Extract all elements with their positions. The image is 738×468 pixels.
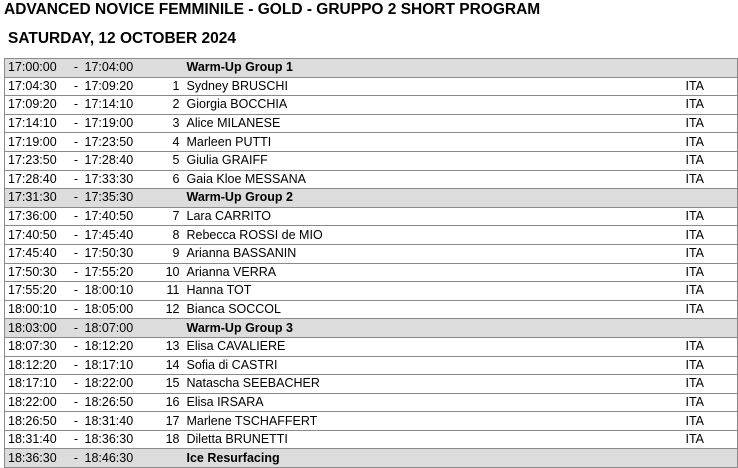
time-separator: - <box>68 77 85 96</box>
start-time: 18:26:50 <box>5 412 68 431</box>
start-time: 17:36:00 <box>5 207 68 226</box>
time-separator: - <box>68 356 85 375</box>
skater-name: Ice Resurfacing <box>187 449 686 468</box>
start-number: 3 <box>143 114 187 133</box>
time-separator: - <box>68 170 85 189</box>
start-number: 7 <box>143 207 187 226</box>
time-separator: - <box>68 96 85 115</box>
time-separator: - <box>68 151 85 170</box>
nation: ITA <box>686 263 738 282</box>
end-time: 18:46:30 <box>85 449 143 468</box>
start-number <box>143 189 187 208</box>
start-number: 17 <box>143 412 187 431</box>
time-separator: - <box>68 449 85 468</box>
start-number <box>143 59 187 78</box>
skater-name: Arianna BASSANIN <box>187 244 686 263</box>
start-time: 17:28:40 <box>5 170 68 189</box>
skater-name: Sofia di CASTRI <box>187 356 686 375</box>
nation: ITA <box>686 430 738 449</box>
nation <box>686 449 738 468</box>
table-row <box>5 77 738 96</box>
group-row <box>5 319 738 338</box>
table-row <box>5 263 738 282</box>
end-time: 17:28:40 <box>85 151 143 170</box>
nation: ITA <box>686 356 738 375</box>
time-separator: - <box>68 244 85 263</box>
nation: ITA <box>686 207 738 226</box>
time-separator: - <box>68 263 85 282</box>
group-row <box>5 189 738 208</box>
nation: ITA <box>686 170 738 189</box>
skater-name: Hanna TOT <box>187 282 686 301</box>
table-row <box>5 226 738 245</box>
table-row <box>5 96 738 115</box>
nation: ITA <box>686 226 738 245</box>
end-time: 18:26:50 <box>85 393 143 412</box>
start-number: 8 <box>143 226 187 245</box>
table-row <box>5 151 738 170</box>
table-row <box>5 430 738 449</box>
start-number: 10 <box>143 263 187 282</box>
start-time: 18:03:00 <box>5 319 68 338</box>
end-time: 17:35:30 <box>85 189 143 208</box>
start-time: 18:00:10 <box>5 300 68 319</box>
table-row <box>5 207 738 226</box>
time-separator: - <box>68 226 85 245</box>
skater-name: Sydney BRUSCHI <box>187 77 686 96</box>
skater-name: Bianca SOCCOL <box>187 300 686 319</box>
start-number: 11 <box>143 282 187 301</box>
start-number <box>143 319 187 338</box>
start-number: 5 <box>143 151 187 170</box>
table-row <box>5 375 738 394</box>
table-row <box>5 133 738 152</box>
end-time: 17:55:20 <box>85 263 143 282</box>
skater-name: Elisa CAVALIERE <box>187 337 686 356</box>
start-number: 16 <box>143 393 187 412</box>
end-time: 18:17:10 <box>85 356 143 375</box>
schedule-table <box>4 58 738 468</box>
start-number: 15 <box>143 375 187 394</box>
end-time: 17:04:00 <box>85 59 143 78</box>
start-time: 17:09:20 <box>5 96 68 115</box>
start-number: 13 <box>143 337 187 356</box>
event-date: SATURDAY, 12 OCTOBER 2024 <box>8 30 236 47</box>
start-time: 17:40:50 <box>5 226 68 245</box>
skater-name: Lara CARRITO <box>187 207 686 226</box>
end-time: 18:22:00 <box>85 375 143 394</box>
time-separator: - <box>68 337 85 356</box>
start-time: 17:19:00 <box>5 133 68 152</box>
end-time: 17:19:00 <box>85 114 143 133</box>
time-separator: - <box>68 375 85 394</box>
start-number: 1 <box>143 77 187 96</box>
end-time: 17:33:30 <box>85 170 143 189</box>
start-time: 18:22:00 <box>5 393 68 412</box>
skater-name: Elisa IRSARA <box>187 393 686 412</box>
start-number: 6 <box>143 170 187 189</box>
start-time: 17:45:40 <box>5 244 68 263</box>
time-separator: - <box>68 59 85 78</box>
time-separator: - <box>68 430 85 449</box>
end-time: 18:36:30 <box>85 430 143 449</box>
nation: ITA <box>686 77 738 96</box>
nation: ITA <box>686 337 738 356</box>
start-time: 17:23:50 <box>5 151 68 170</box>
end-time: 17:09:20 <box>85 77 143 96</box>
table-row <box>5 412 738 431</box>
schedule-body <box>5 59 738 468</box>
table-row <box>5 393 738 412</box>
end-time: 18:31:40 <box>85 412 143 431</box>
time-separator: - <box>68 282 85 301</box>
time-separator: - <box>68 114 85 133</box>
table-row <box>5 337 738 356</box>
time-separator: - <box>68 207 85 226</box>
end-time: 18:05:00 <box>85 300 143 319</box>
skater-name: Warm-Up Group 1 <box>187 59 686 78</box>
end-time: 17:50:30 <box>85 244 143 263</box>
start-number: 12 <box>143 300 187 319</box>
start-time: 17:31:30 <box>5 189 68 208</box>
skater-name: Diletta BRUNETTI <box>187 430 686 449</box>
start-number <box>143 449 187 468</box>
skater-name: Arianna VERRA <box>187 263 686 282</box>
skater-name: Marleen PUTTI <box>187 133 686 152</box>
end-time: 17:23:50 <box>85 133 143 152</box>
nation: ITA <box>686 151 738 170</box>
skater-name: Gaia Kloe MESSANA <box>187 170 686 189</box>
skater-name: Natascha SEEBACHER <box>187 375 686 394</box>
end-time: 17:14:10 <box>85 96 143 115</box>
nation <box>686 319 738 338</box>
end-time: 17:40:50 <box>85 207 143 226</box>
skater-name: Giorgia BOCCHIA <box>187 96 686 115</box>
start-time: 18:31:40 <box>5 430 68 449</box>
time-separator: - <box>68 393 85 412</box>
start-time: 17:04:30 <box>5 77 68 96</box>
nation: ITA <box>686 412 738 431</box>
nation: ITA <box>686 375 738 394</box>
table-row <box>5 170 738 189</box>
start-number: 2 <box>143 96 187 115</box>
time-separator: - <box>68 189 85 208</box>
nation <box>686 189 738 208</box>
nation: ITA <box>686 133 738 152</box>
start-time: 18:17:10 <box>5 375 68 394</box>
table-row <box>5 244 738 263</box>
nation: ITA <box>686 300 738 319</box>
group-row <box>5 449 738 468</box>
skater-name: Rebecca ROSSI de MIO <box>187 226 686 245</box>
nation: ITA <box>686 114 738 133</box>
start-time: 18:07:30 <box>5 337 68 356</box>
start-time: 17:00:00 <box>5 59 68 78</box>
skater-name: Warm-Up Group 2 <box>187 189 686 208</box>
start-time: 17:14:10 <box>5 114 68 133</box>
start-time: 17:55:20 <box>5 282 68 301</box>
end-time: 18:00:10 <box>85 282 143 301</box>
skater-name: Warm-Up Group 3 <box>187 319 686 338</box>
nation: ITA <box>686 244 738 263</box>
time-separator: - <box>68 319 85 338</box>
nation: ITA <box>686 282 738 301</box>
start-number: 4 <box>143 133 187 152</box>
nation: ITA <box>686 393 738 412</box>
time-separator: - <box>68 133 85 152</box>
skater-name: Marlene TSCHAFFERT <box>187 412 686 431</box>
end-time: 18:12:20 <box>85 337 143 356</box>
nation <box>686 59 738 78</box>
time-separator: - <box>68 412 85 431</box>
table-row <box>5 114 738 133</box>
skater-name: Alice MILANESE <box>187 114 686 133</box>
start-number: 9 <box>143 244 187 263</box>
start-time: 18:36:30 <box>5 449 68 468</box>
end-time: 17:45:40 <box>85 226 143 245</box>
table-row <box>5 300 738 319</box>
time-separator: - <box>68 300 85 319</box>
start-number: 18 <box>143 430 187 449</box>
group-row <box>5 59 738 78</box>
start-time: 17:50:30 <box>5 263 68 282</box>
start-number: 14 <box>143 356 187 375</box>
page-title: ADVANCED NOVICE FEMMINILE - GOLD - GRUPPO 2 SHORT PROGRAM <box>4 1 541 18</box>
table-row <box>5 282 738 301</box>
skater-name: Giulia GRAIFF <box>187 151 686 170</box>
table-row <box>5 356 738 375</box>
end-time: 18:07:00 <box>85 319 143 338</box>
nation: ITA <box>686 96 738 115</box>
start-time: 18:12:20 <box>5 356 68 375</box>
